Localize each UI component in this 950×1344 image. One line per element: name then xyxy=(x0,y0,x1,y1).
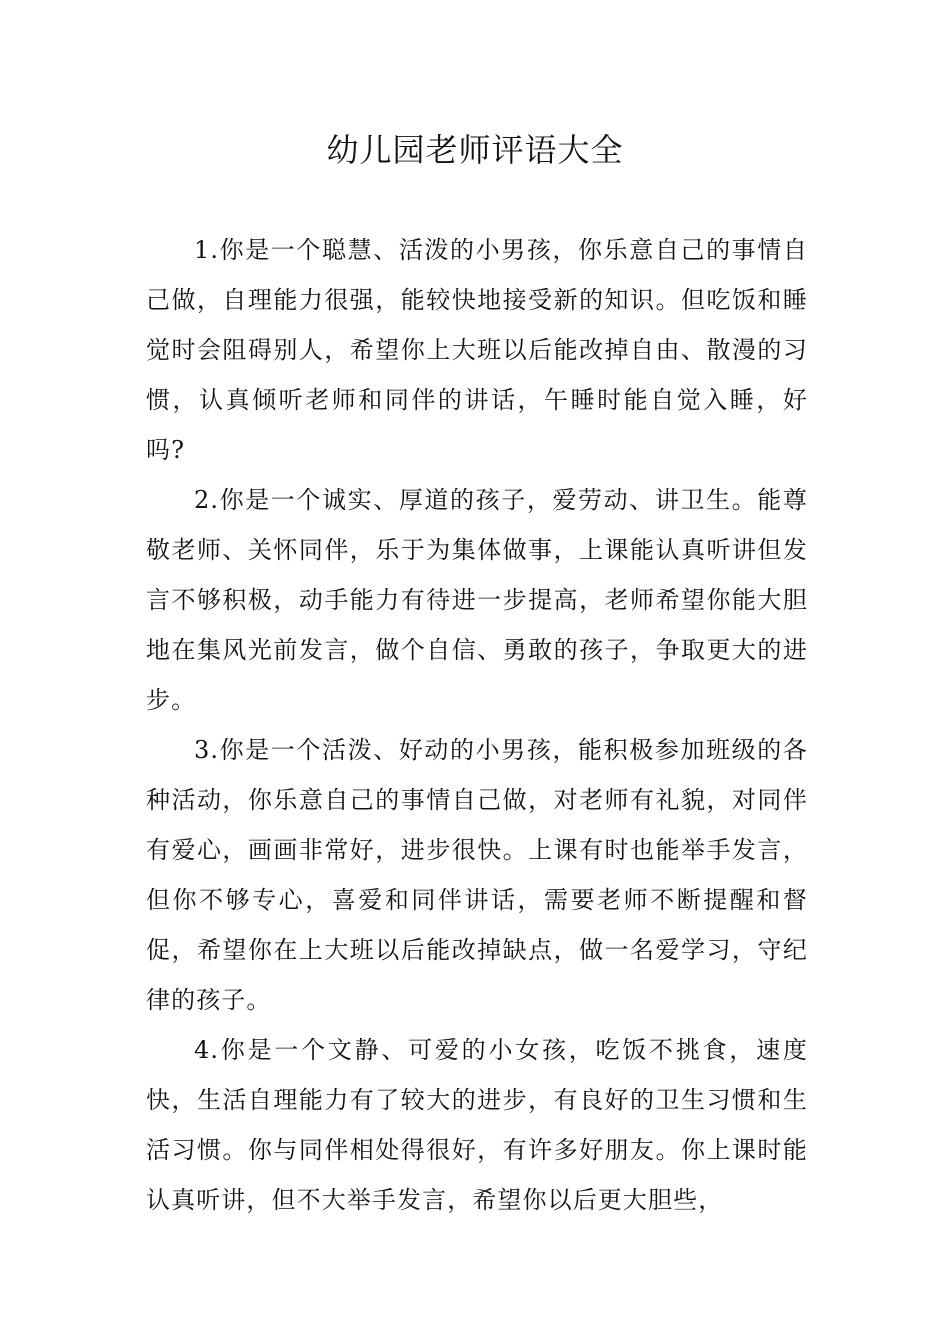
paragraph-1: 1.你是一个聪慧、活泼的小男孩，你乐意自己的事情自己做，自理能力很强，能较快地接受新的知识。但吃饭和睡觉时会阻碍别人，希望你上大班以后能改掉自由、散漫的习惯，认真倾听老师和同伴的讲话，午睡时能自觉入睡，好吗? xyxy=(146,236,808,464)
paragraph-4: 4.你是一个文静、可爱的小女孩，吃饭不挑食，速度快，生活自理能力有了较大的进步，有良好的卫生习惯和生活习惯。你与同伴相处得很好，有许多好朋友。你上课时能认真听讲，但不大举手发言，希望你以后更大胆些， xyxy=(146,1036,808,1214)
document-title: 幼儿园老师评语大全 xyxy=(326,131,624,169)
paragraph-3: 3.你是一个活泼、好动的小男孩，能积极参加班级的各种活动，你乐意自己的事情自己做，对老师有礼貌，对同伴有爱心，画画非常好，进步很快。上课有时也能举手发言，但你不够专心，喜爱和同伴讲话，需要老师不断提醒和督促，希望你在上大班以后能改掉缺点，做一名爱学习，守纪律的孩子。 xyxy=(146,736,808,1014)
paragraph-2: 2.你是一个诚实、厚道的孩子，爱劳动、讲卫生。能尊敬老师、关怀同伴，乐于为集体做事，上课能认真听讲但发言不够积极，动手能力有待进一步提高，老师希望你能大胆地在集风光前发言，做个自信、勇敢的孩子，争取更大的进步。 xyxy=(146,486,808,714)
document-body xyxy=(146,225,808,1225)
